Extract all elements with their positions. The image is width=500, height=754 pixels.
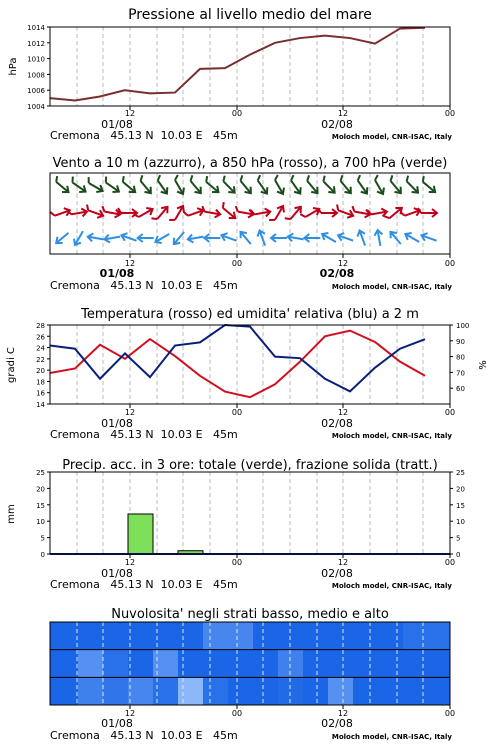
cloud-cell-basso: [103, 677, 128, 705]
wind-feather: [189, 175, 195, 181]
model-label: Moloch model, CNR-ISAC, Italy: [331, 733, 452, 741]
wind-barb-10m: [320, 231, 338, 246]
date-label: 01/08: [101, 417, 133, 430]
y-tick-label: 22: [36, 355, 45, 364]
y-tick-label: 25: [36, 469, 45, 477]
x-tick-label: 00: [444, 709, 456, 718]
y-axis-label: hPa: [8, 57, 19, 76]
wind-barb-10m: [54, 230, 71, 246]
y-tick-label: 1012: [27, 39, 45, 48]
y-tick-label: 26: [36, 333, 45, 342]
wind-feather: [335, 205, 340, 211]
cloud-cell-alto: [253, 622, 278, 650]
cloud-cell-basso: [78, 677, 103, 705]
cloud-cell-alto: [50, 622, 78, 650]
y-tick-label: 1004: [27, 103, 45, 111]
cloud-cell-alto: [103, 622, 128, 650]
wind-barb-10m: [256, 229, 269, 247]
chart-title: Temperatura (rosso) ed umidita' relativa (blu) a 2 m: [81, 307, 419, 322]
y-tick-label: 1014: [27, 24, 45, 32]
wind-barb-10m: [271, 234, 287, 242]
y-tick-label: 16: [36, 389, 45, 398]
y-tick-label: 28: [36, 322, 45, 330]
x-tick-label: 12: [124, 558, 136, 567]
wind-barb-10m: [120, 232, 138, 245]
cloud-cell-alto: [353, 622, 378, 650]
y2-tick-label: 90: [456, 337, 465, 346]
y2-tick-label: 5: [456, 534, 461, 543]
precip-bar: [128, 514, 153, 554]
y2-tick-label: 25: [456, 469, 465, 477]
y2-tick-label: 15: [456, 501, 465, 510]
y2-tick-label: 100: [456, 322, 470, 330]
wind-barb-700hPa: [153, 175, 171, 196]
wind-feather: [169, 217, 175, 222]
cloud-cell-medio: [228, 650, 253, 678]
wind-barb-10m: [304, 234, 320, 242]
wind-barb-10m: [204, 234, 220, 242]
y2-tick-label: 70: [456, 369, 465, 378]
cloud-cell-basso: [353, 677, 378, 705]
x-tick-label: 00: [231, 109, 243, 118]
model-label: Moloch model, CNR-ISAC, Italy: [331, 582, 452, 590]
y2-tick-label: 20: [456, 485, 465, 494]
y-tick-label: 18: [36, 378, 45, 387]
model-label: Moloch model, CNR-ISAC, Italy: [331, 432, 452, 440]
x-tick-label: 00: [231, 709, 243, 718]
wind-feather: [121, 176, 127, 182]
wind-barb-700hPa: [253, 175, 271, 196]
date-label: 02/08: [321, 118, 353, 131]
model-label: Moloch model, CNR-ISAC, Italy: [331, 133, 452, 141]
wind-barb-10m: [420, 232, 438, 245]
date-label: 02/08: [321, 417, 353, 430]
chart-title: Vento a 10 m (azzurro), a 850 hPa (rosso), a 700 hPa (verde): [52, 156, 448, 171]
cloud-cell-basso: [253, 677, 278, 705]
wind-barb-10m: [356, 229, 369, 247]
x-tick-label: 12: [124, 709, 136, 718]
wind-feather: [221, 202, 227, 208]
wind-barb-700hPa: [201, 176, 221, 195]
wind-barb-700hPa: [370, 175, 387, 196]
cloud-cell-medio: [50, 650, 78, 678]
plot-frame: [50, 325, 450, 404]
x-tick-label: 12: [337, 259, 349, 268]
y2-tick-label: 80: [456, 353, 465, 362]
date-label: 01/08: [99, 267, 135, 280]
wind-barb-10m: [237, 229, 253, 246]
wind-barb-700hPa: [336, 175, 355, 195]
wind-barb-700hPa: [302, 175, 321, 195]
chart-title: Precip. acc. in 3 ore: totale (verde), frazione solida (tratt.): [62, 458, 438, 473]
date-label: 01/08: [101, 717, 133, 730]
location-label: Cremona 45.13 N 10.03 E 45m: [50, 279, 238, 292]
wind-feather: [204, 176, 210, 182]
wind-feather: [174, 175, 180, 180]
wind-barb-700hPa: [118, 176, 138, 195]
y2-axis-label: %: [478, 360, 489, 370]
y-tick-label: 0: [40, 551, 45, 559]
date-label: 01/08: [101, 567, 133, 580]
plot-frame: [50, 472, 450, 554]
wind-barb-850hPa: [184, 206, 205, 221]
cloud-cell-alto: [403, 622, 450, 650]
wind-feather: [139, 175, 145, 181]
wind-barb-850hPa: [418, 208, 437, 217]
wind-barb-10m: [337, 232, 355, 245]
y-axis-label: gradi C: [6, 347, 17, 383]
x-tick-label: 00: [444, 109, 456, 118]
cloud-cell-alto: [303, 622, 328, 650]
y2-tick-label: 60: [456, 385, 465, 394]
cloud-cell-medio: [253, 650, 278, 678]
cloud-cell-basso: [228, 677, 253, 705]
wind-barb-10m: [153, 231, 171, 246]
cloud-cell-alto: [228, 622, 253, 650]
cloud-cell-medio: [178, 650, 203, 678]
cloud-cell-alto: [203, 622, 228, 650]
wind-barb-700hPa: [353, 175, 371, 196]
y-tick-label: 20: [36, 485, 45, 494]
cloud-cell-alto: [78, 622, 103, 650]
cloud-cell-basso: [303, 677, 328, 705]
wind-barb-700hPa: [236, 175, 255, 195]
wind-barb-10m: [403, 231, 421, 246]
cloud-cell-medio: [403, 650, 450, 678]
wind-shaft: [323, 181, 334, 192]
x-tick-label: 12: [124, 259, 136, 268]
wind-feather: [274, 175, 280, 180]
chart-title: Nuvolosita' negli strati basso, medio e alto: [111, 607, 389, 622]
wind-feather: [239, 175, 245, 181]
x-tick-label: 12: [337, 709, 349, 718]
wind-barb-700hPa: [402, 176, 422, 196]
location-label: Cremona 45.13 N 10.03 E 45m: [50, 428, 238, 441]
wind-barb-850hPa: [318, 208, 337, 217]
location-label: Cremona 45.13 N 10.03 E 45m: [50, 729, 238, 742]
cloud-cell-medio: [378, 650, 403, 678]
wind-feather: [352, 206, 356, 211]
wind-barb-10m: [72, 229, 87, 247]
wind-feather: [102, 206, 106, 211]
y-tick-label: 24: [36, 344, 45, 353]
wind-barb-850hPa: [400, 206, 421, 221]
cloud-cell-alto: [178, 622, 203, 650]
y-tick-label: 1006: [27, 87, 45, 96]
wind-barb-850hPa: [251, 207, 271, 219]
wind-barb-700hPa: [218, 176, 238, 196]
cloud-cell-basso: [403, 677, 450, 705]
wind-feather: [70, 177, 75, 183]
y-tick-label: 5: [40, 534, 45, 543]
cloud-cell-basso: [328, 677, 353, 705]
location-label: Cremona 45.13 N 10.03 E 45m: [50, 129, 238, 142]
wind-feather: [103, 177, 108, 183]
cloud-cell-alto: [128, 622, 153, 650]
x-tick-label: 00: [231, 259, 243, 268]
date-label: 01/08: [101, 118, 133, 131]
wind-barb-10m: [220, 232, 238, 245]
wind-feather: [54, 176, 60, 182]
x-tick-label: 00: [231, 408, 243, 417]
y-tick-label: 14: [36, 401, 45, 409]
date-label: 02/08: [321, 567, 353, 580]
y-tick-label: 1010: [27, 55, 45, 64]
wind-feather: [305, 175, 311, 181]
cloud-cell-alto: [378, 622, 403, 650]
wind-feather: [269, 217, 275, 222]
wind-feather: [389, 175, 395, 181]
wind-feather: [86, 177, 91, 183]
wind-barb-700hPa: [51, 176, 71, 195]
wind-barb-700hPa: [386, 175, 405, 195]
wind-barb-850hPa: [218, 202, 238, 221]
wind-feather: [374, 175, 380, 180]
cloud-cell-alto: [328, 622, 353, 650]
wind-shaft: [407, 181, 418, 192]
cloud-cell-medio: [203, 650, 228, 678]
wind-barb-700hPa: [286, 175, 304, 196]
x-tick-label: 12: [337, 408, 349, 417]
wind-feather: [50, 211, 55, 217]
x-tick-label: 12: [124, 109, 136, 118]
x-tick-label: 00: [231, 558, 243, 567]
cloud-cell-basso: [178, 677, 203, 705]
wind-feather: [300, 213, 305, 219]
wind-barb-850hPa: [118, 208, 137, 217]
x-tick-label: 12: [337, 109, 349, 118]
wind-barb-850hPa: [50, 206, 71, 221]
cloud-cell-basso: [50, 677, 78, 705]
wind-barb-700hPa: [68, 177, 89, 195]
y-tick-label: 20: [36, 367, 45, 376]
wind-feather: [400, 211, 405, 217]
wind-barb-850hPa: [300, 205, 321, 222]
y-tick-label: 10: [36, 518, 45, 527]
cloud-cell-medio: [78, 650, 103, 678]
wind-barb-10m: [374, 229, 385, 246]
wind-barb-10m: [187, 233, 204, 244]
y-tick-label: 1008: [27, 71, 45, 80]
y2-tick-label: 0: [456, 551, 461, 559]
model-label: Moloch model, CNR-ISAC, Italy: [331, 283, 452, 291]
wind-shaft: [223, 181, 234, 192]
wind-barb-850hPa: [151, 204, 170, 224]
y-axis-label: mm: [6, 504, 17, 524]
wind-barb-850hPa: [169, 204, 186, 225]
wind-feather: [421, 176, 427, 182]
wind-barb-700hPa: [84, 177, 105, 194]
location-label: Cremona 45.13 N 10.03 E 45m: [50, 578, 238, 591]
wind-barb-700hPa: [418, 176, 438, 195]
cloud-cell-medio: [303, 650, 328, 678]
wind-feather: [235, 206, 239, 211]
wind-barb-700hPa: [318, 176, 338, 196]
wind-feather: [321, 176, 327, 182]
cloud-cell-basso: [378, 677, 403, 705]
wind-barb-700hPa: [270, 175, 287, 196]
cloud-cell-medio: [353, 650, 378, 678]
wind-barb-10m: [104, 233, 121, 244]
wind-feather: [256, 175, 262, 180]
wind-barb-700hPa: [101, 177, 122, 195]
wind-barb-700hPa: [170, 175, 187, 196]
y-tick-label: 15: [36, 501, 45, 510]
wind-barb-850hPa: [269, 204, 286, 225]
wind-barb-850hPa: [201, 206, 221, 218]
cloud-cell-basso: [203, 677, 228, 705]
wind-barb-10m: [138, 234, 154, 242]
wind-feather: [151, 216, 157, 222]
date-label: 02/08: [321, 717, 353, 730]
y2-tick-label: 10: [456, 518, 465, 527]
wind-barb-10m: [171, 229, 187, 246]
wind-barb-10m: [287, 233, 304, 244]
cloud-cell-medio: [103, 650, 128, 678]
wind-barb-700hPa: [186, 175, 205, 195]
wind-barb-10m: [87, 233, 104, 244]
cloud-cell-basso: [128, 677, 153, 705]
wind-feather: [221, 176, 227, 182]
x-tick-label: 00: [444, 558, 456, 567]
wind-feather: [356, 175, 362, 180]
chart-title: Pressione al livello medio del mare: [128, 7, 372, 23]
wind-feather: [85, 205, 90, 211]
wind-feather: [405, 176, 411, 182]
date-label: 02/08: [319, 267, 355, 280]
x-tick-label: 00: [444, 259, 456, 268]
wind-barb-700hPa: [136, 175, 155, 195]
wind-feather: [184, 211, 189, 217]
x-tick-label: 12: [124, 408, 136, 417]
cloud-cell-medio: [128, 650, 153, 678]
x-tick-label: 00: [444, 408, 456, 417]
cloud-cell-medio: [328, 650, 353, 678]
x-tick-label: 12: [337, 558, 349, 567]
wind-barb-10m: [387, 229, 403, 246]
